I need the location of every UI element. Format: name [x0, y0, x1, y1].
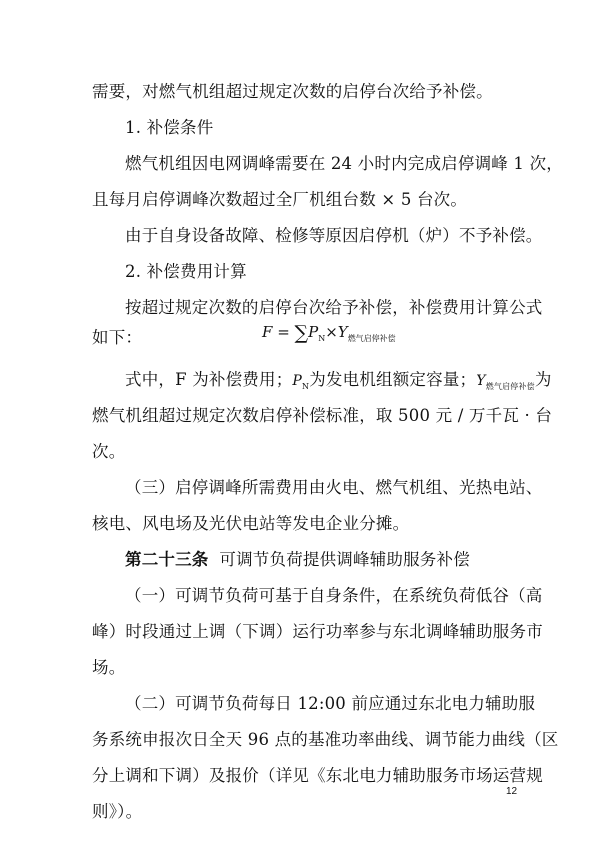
paragraph-line: 燃气机组因电网调峰需要在 24 小时内完成启停调峰 1 次， — [125, 154, 563, 173]
article-title: 可调节负荷提供调峰辅助服务补偿 — [219, 550, 470, 569]
paragraph-line: 按超过规定次数的启停台次给予补偿，补偿费用计算公式 — [125, 298, 543, 317]
paragraph-line: 如下： — [92, 328, 143, 347]
section-heading: 1. 补偿条件 — [125, 118, 214, 137]
formula-lhs: F — [262, 323, 273, 341]
article-number: 第二十三条 — [125, 550, 209, 569]
symbol-pn: $P_N$ — [292, 373, 310, 391]
formula-p: P — [308, 323, 319, 341]
compensation-formula — [262, 322, 396, 344]
paragraph-line: 务系统申报次日全天 96 点的基准功率曲线、调节能力曲线（区 — [92, 730, 559, 749]
paragraph-line: 需要，对燃气机组超过规定次数的启停台次给予补偿。 — [92, 82, 493, 101]
paragraph-line: 峰）时段通过上调（下调）运行功率参与东北调峰辅助服务市 — [92, 622, 543, 641]
paragraph-line: （一）可调节负荷可基于自身条件，在系统负荷低谷（高 — [125, 586, 543, 605]
article-heading — [0, 546, 600, 570]
formula-y: Y — [337, 323, 348, 341]
paragraph-line: 且每月启停调峰次数超过全厂机组台数 × 5 台次。 — [92, 190, 468, 209]
paragraph-line: （三）启停调峰所需费用由火电、燃气机组、光热电站、 — [125, 478, 543, 497]
paragraph-line: 燃气机组超过规定次数启停补偿标准，取 500 元 / 万千瓦 · 台 — [92, 406, 553, 425]
formula-p-subscript: N — [318, 334, 326, 343]
paragraph-line: 核电、风电场及光伏电站等发电企业分摊。 — [92, 514, 410, 533]
formula-times: × — [325, 323, 338, 341]
paragraph-line: 由于自身设备故障、检修等原因启停机（炉）不予补偿。 — [125, 226, 543, 245]
paragraph-line: 次。 — [92, 442, 126, 461]
definition-f: 式中，F 为补偿费用； — [125, 370, 293, 389]
paragraph-line — [0, 366, 600, 392]
paragraph-line: 分上调和下调）及报价（详见《东北电力辅助服务市场运营规 — [92, 766, 543, 785]
paragraph-line: （二）可调节负荷每日 12:00 前应通过东北电力辅助服 — [125, 694, 536, 713]
definition-pn: 为发电机组额定容量； — [309, 370, 477, 389]
formula-y-subscript: 燃气启停补偿 — [347, 334, 396, 343]
definition-y: 为 — [534, 370, 552, 389]
formula-sum-symbol: ∑ — [294, 322, 309, 344]
formula-equals: = — [272, 323, 295, 341]
section-heading: 2. 补偿费用计算 — [125, 262, 247, 281]
paragraph-line: 则》）。 — [92, 802, 143, 821]
page-number: 12 — [506, 786, 518, 797]
symbol-y: $Y_{燃气启停补偿}$ — [476, 373, 535, 391]
paragraph-line: 场。 — [92, 658, 126, 677]
